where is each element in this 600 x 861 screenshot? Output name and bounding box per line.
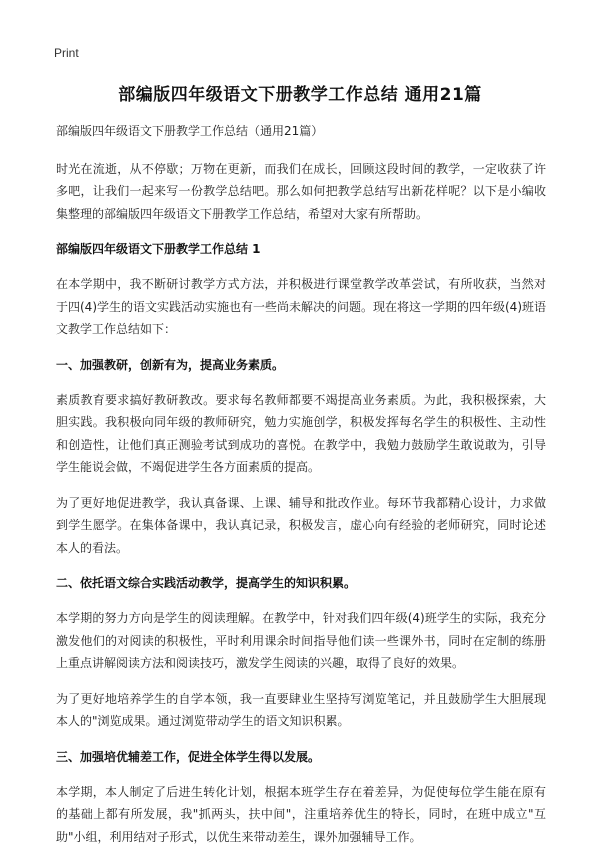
heading-2: 二、依托语文综合实践活动教学，提高学生的知识积累。 <box>56 576 357 590</box>
body-paragraph: 为了更好地培养学生的自学本领，我一直要肆业生坚持写浏览笔记，并且鼓励学生大胆展现本人的"浏览成果。通过浏览带动学生的语文知识积累。 <box>56 691 546 728</box>
body-paragraph: 为了更好地促进教学，我认真备课、上课、辅导和批改作业。每环节我都精心设计，力求做到学生愿学。在集体备课中，我认真记录，积极发言，虚心向有经验的老师研究，同时论述本人的看法。 <box>56 495 546 555</box>
document-title: 部编版四年级语文下册教学工作总结 通用21篇 <box>118 85 482 105</box>
document-body <box>56 120 546 861</box>
heading-3: 三、加强培优辅差工作，促进全体学生得以发展。 <box>56 749 321 764</box>
section-title: 部编版四年级语文下册教学工作总结 1 <box>56 242 261 256</box>
print-link[interactable]: Print <box>54 46 79 60</box>
body-paragraph: 在本学期中，我不断研讨教学方式方法，并积极进行课堂教学改革尝试，有所收获，当然对于四(4)学生的语文实践活动实施也有一些尚未解决的问题。现在将这一学期的四年级(4)班语文教学工作总结如下： <box>56 277 546 336</box>
body-paragraph: 素质教育要求搞好教研教改。要求每名教师都要不竭提高业务素质。为此，我积极探索，大胆实践。我积极向同年级的教师研究，勉力实施创学，积极发挥每名学生的积极性、主动性和创造性，让他们真正测验考试到成功的喜悦。在教学中，我勉力鼓励学生敢说敢为，引导学生能说会做，不竭促进学生各方面素质的提高。 <box>56 392 546 474</box>
document-subtitle: 部编版四年级语文下册教学工作总结（通用21篇） <box>56 124 324 138</box>
intro-paragraph: 时光在流逝，从不停歇；万物在更新，而我们在成长，回顾这段时间的教学，一定收获了许多吧，让我们一起来写一份教学总结吧。那么如何把教学总结写出新花样呢？以下是小编收集整理的部编版四年级语文下册教学工作总结，希望对大家有所帮助。 <box>56 161 546 221</box>
body-paragraph: 本学期，本人制定了后进生转化计划，根据本班学生存在着差异，为促使每位学生能在原有的基础上都有所发展，我"抓两头，扶中间"，注重培养优生的特长，同时，在班中成立"互助"小组，利用结对子形式，以优生来带动差生，课外加强辅导工作。 <box>56 784 546 844</box>
body-paragraph: 本学期的努力方向是学生的阅读理解。在教学中，针对我们四年级(4)班学生的实际，我充分激发他们的对阅读的积极性，平时利用课余时间指导他们读一些课外书，同时在定制的练册上重点讲解阅读方法和阅读技巧，激发学生阅读的兴趣，取得了良好的效果。 <box>56 611 546 670</box>
heading-1: 一、加强教研，创新有为，提高业务素质。 <box>56 357 285 372</box>
